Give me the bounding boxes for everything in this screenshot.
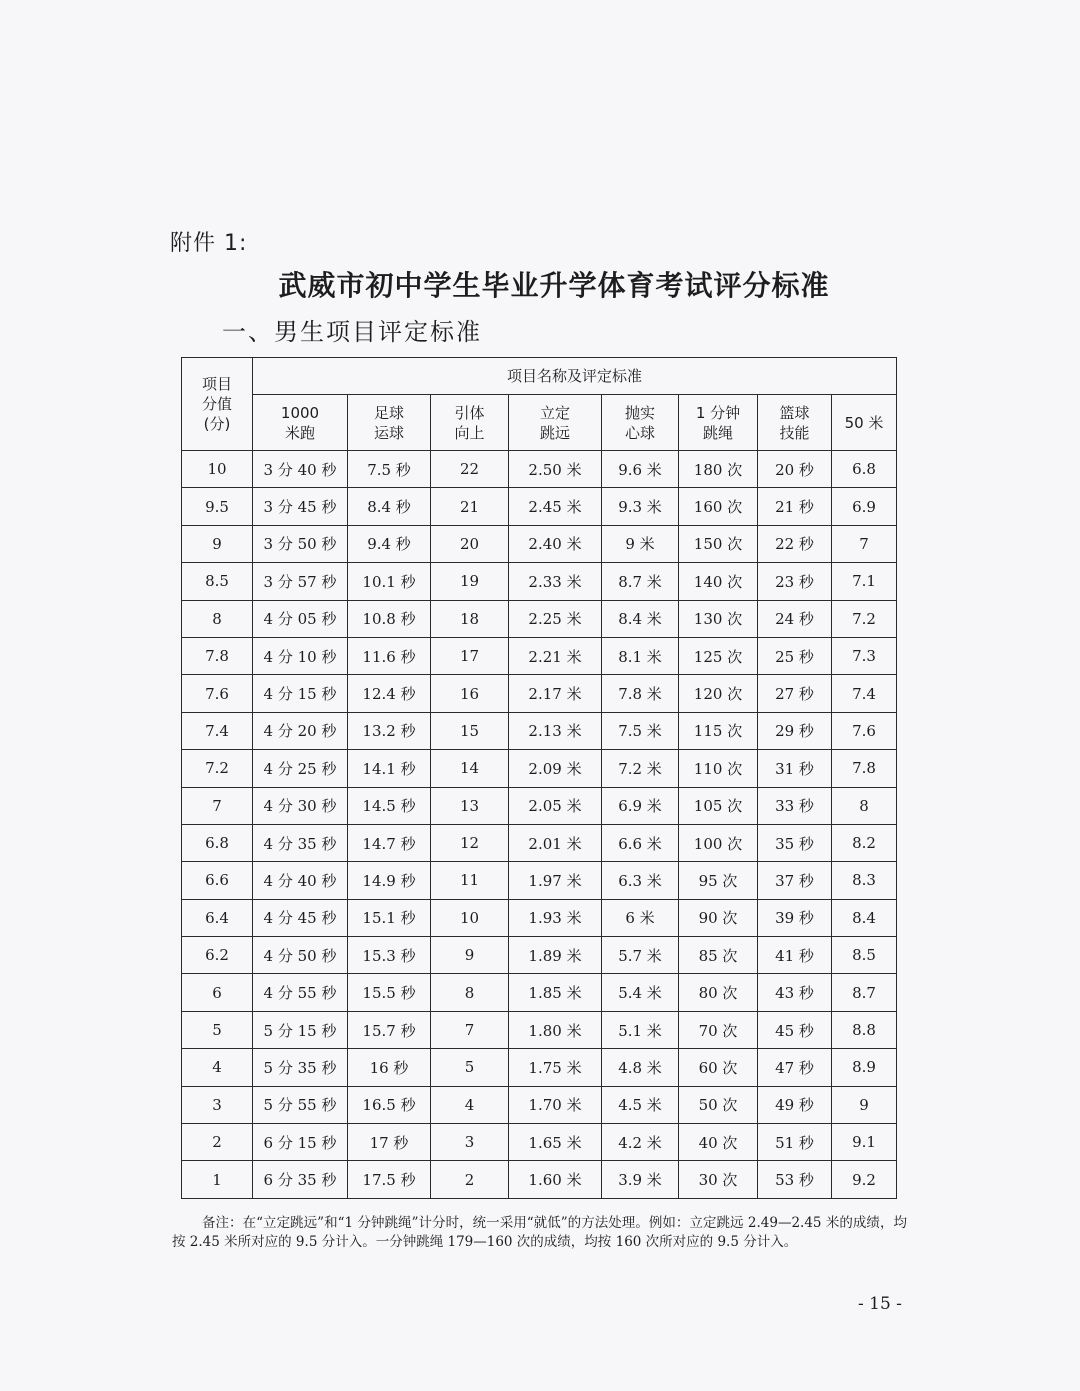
column-header-line: 运球: [373, 423, 404, 442]
standard-cell: 22 秒: [758, 525, 832, 562]
standard-cell: 95 次: [679, 862, 758, 899]
table-row: [182, 862, 897, 899]
standard-cell: 11.6 秒: [348, 637, 431, 674]
standard-cell: 9.1: [832, 1124, 897, 1161]
standard-cell: 5 分 55 秒: [253, 1086, 348, 1123]
standard-cell: 1.89 米: [509, 937, 602, 974]
standard-cell: 7.3: [832, 637, 897, 674]
standard-cell: 17: [431, 637, 509, 674]
standard-cell: 8.3: [832, 862, 897, 899]
standard-cell: 13: [431, 787, 509, 824]
table-row: [182, 1049, 897, 1086]
table-row: [182, 824, 897, 861]
standard-cell: 9: [431, 937, 509, 974]
standard-cell: 3 分 40 秒: [253, 451, 348, 488]
standard-cell: 60 次: [679, 1049, 758, 1086]
table-row: [182, 488, 897, 525]
standard-cell: 1.80 米: [509, 1011, 602, 1048]
standard-cell: 16: [431, 675, 509, 712]
table-row: [182, 451, 897, 488]
standard-cell: 4 分 25 秒: [253, 750, 348, 787]
standard-cell: 15: [431, 712, 509, 749]
table-row: [182, 637, 897, 674]
standard-cell: 6.3 米: [602, 862, 679, 899]
standard-cell: 17 秒: [348, 1124, 431, 1161]
column-header: [832, 395, 897, 451]
standard-cell: 18: [431, 600, 509, 637]
standard-cell: 4 分 10 秒: [253, 637, 348, 674]
standard-cell: 7.5 米: [602, 712, 679, 749]
standard-cell: 4 分 40 秒: [253, 862, 348, 899]
standard-cell: 8: [832, 787, 897, 824]
standard-cell: 8.8: [832, 1011, 897, 1048]
standard-cell: 20 秒: [758, 451, 832, 488]
standard-cell: 25 秒: [758, 637, 832, 674]
standard-cell: 5.4 米: [602, 974, 679, 1011]
standard-cell: 2.21 米: [509, 637, 602, 674]
standard-cell: 43 秒: [758, 974, 832, 1011]
score-cell: 3: [182, 1086, 253, 1123]
standard-cell: 1.75 米: [509, 1049, 602, 1086]
standard-cell: 13.2 秒: [348, 712, 431, 749]
standard-cell: 4 分 45 秒: [253, 899, 348, 936]
standard-cell: 4 分 15 秒: [253, 675, 348, 712]
column-header-line: 技能: [779, 423, 810, 442]
score-cell: 6: [182, 974, 253, 1011]
standard-cell: 5.7 米: [602, 937, 679, 974]
standard-cell: 9.4 秒: [348, 525, 431, 562]
standard-cell: 15.5 秒: [348, 974, 431, 1011]
group-header: 项目名称及评定标准: [253, 358, 897, 395]
table-row: [182, 750, 897, 787]
standard-cell: 2.01 米: [509, 824, 602, 861]
standard-cell: 2.17 米: [509, 675, 602, 712]
table-row: [182, 974, 897, 1011]
column-header-line: 引体: [454, 403, 485, 422]
standard-cell: 10.8 秒: [348, 600, 431, 637]
column-header: [509, 395, 602, 451]
standard-cell: 35 秒: [758, 824, 832, 861]
standard-cell: 8.2: [832, 824, 897, 861]
standard-cell: 1.97 米: [509, 862, 602, 899]
column-header-line: 50 米: [844, 413, 884, 432]
standard-cell: 6.6 米: [602, 824, 679, 861]
standard-cell: 12.4 秒: [348, 675, 431, 712]
standard-cell: 6 分 15 秒: [253, 1124, 348, 1161]
standard-cell: 5 分 35 秒: [253, 1049, 348, 1086]
standard-cell: 6.9 米: [602, 787, 679, 824]
standard-cell: 4.2 米: [602, 1124, 679, 1161]
standard-cell: 14.7 秒: [348, 824, 431, 861]
standard-cell: 4 分 55 秒: [253, 974, 348, 1011]
standard-cell: 12: [431, 824, 509, 861]
column-header-line: 立定: [539, 403, 570, 422]
standard-cell: 130 次: [679, 600, 758, 637]
standard-cell: 9.3 米: [602, 488, 679, 525]
standard-cell: 2.13 米: [509, 712, 602, 749]
standard-cell: 8.7: [832, 974, 897, 1011]
column-header-line: 抛实: [624, 403, 655, 422]
standard-cell: 7: [431, 1011, 509, 1048]
standard-cell: 2.40 米: [509, 525, 602, 562]
standard-cell: 9: [832, 1086, 897, 1123]
table-row: [182, 1124, 897, 1161]
standard-cell: 105 次: [679, 787, 758, 824]
standard-cell: 2.09 米: [509, 750, 602, 787]
standard-cell: 1.65 米: [509, 1124, 602, 1161]
standard-cell: 85 次: [679, 937, 758, 974]
column-header-line: 1000: [280, 403, 320, 422]
score-header-cell: [182, 358, 253, 451]
standard-cell: 50 次: [679, 1086, 758, 1123]
table-row: [182, 1011, 897, 1048]
standard-cell: 29 秒: [758, 712, 832, 749]
standard-cell: 8.4 秒: [348, 488, 431, 525]
column-header: [758, 395, 832, 451]
standard-cell: 7.8: [832, 750, 897, 787]
score-header-line: 分值: [201, 395, 232, 413]
standard-cell: 4.8 米: [602, 1049, 679, 1086]
score-cell: 7.8: [182, 637, 253, 674]
standard-cell: 9.6 米: [602, 451, 679, 488]
standard-cell: 17.5 秒: [348, 1161, 431, 1198]
column-header-line: 1 分钟: [695, 403, 741, 422]
section-heading: 一、男生项目评定标准: [222, 318, 482, 346]
standard-cell: 6 分 35 秒: [253, 1161, 348, 1198]
column-header-line: 篮球: [779, 403, 810, 422]
footnote: 备注：在“立定跳远”和“1 分钟跳绳”计分时，统一采用“就低”的方法处理。例如：立定跳远 2.49—2.45 米的成绩，均按 2.45 米所对应的 9.5 分计入。一分钟跳绳 179—160 次的成绩，均按 160 次所对应的 9.5 分计入。: [172, 1215, 907, 1250]
column-header: [602, 395, 679, 451]
standard-cell: 14.5 秒: [348, 787, 431, 824]
table-row: [182, 712, 897, 749]
standard-cell: 2.33 米: [509, 563, 602, 600]
standard-cell: 31 秒: [758, 750, 832, 787]
standard-cell: 1.60 米: [509, 1161, 602, 1198]
page-number: - 15 -: [858, 1294, 902, 1314]
column-header-line: 米跑: [284, 423, 315, 442]
standard-cell: 21: [431, 488, 509, 525]
standard-cell: 80 次: [679, 974, 758, 1011]
standard-cell: 7.6: [832, 712, 897, 749]
standard-cell: 100 次: [679, 824, 758, 861]
table-row: [182, 600, 897, 637]
standard-cell: 180 次: [679, 451, 758, 488]
score-cell: 8.5: [182, 563, 253, 600]
standard-cell: 39 秒: [758, 899, 832, 936]
standard-cell: 150 次: [679, 525, 758, 562]
standard-cell: 160 次: [679, 488, 758, 525]
table-row: [182, 787, 897, 824]
table-row: [182, 675, 897, 712]
score-cell: 9: [182, 525, 253, 562]
table-row: [182, 937, 897, 974]
document-title: 武威市初中学生毕业升学体育考试评分标准: [278, 269, 830, 302]
score-cell: 5: [182, 1011, 253, 1048]
standard-cell: 2.45 米: [509, 488, 602, 525]
standard-cell: 19: [431, 563, 509, 600]
standard-cell: 7.8 米: [602, 675, 679, 712]
standard-cell: 14: [431, 750, 509, 787]
standard-cell: 2.50 米: [509, 451, 602, 488]
standard-cell: 1.85 米: [509, 974, 602, 1011]
column-header: [348, 395, 431, 451]
standard-cell: 125 次: [679, 637, 758, 674]
standard-cell: 15.1 秒: [348, 899, 431, 936]
standard-cell: 6 米: [602, 899, 679, 936]
score-cell: 4: [182, 1049, 253, 1086]
standard-cell: 5: [431, 1049, 509, 1086]
standard-cell: 7.2: [832, 600, 897, 637]
standard-cell: 7: [832, 525, 897, 562]
score-header-line: 项目: [201, 375, 232, 393]
standard-cell: 15.7 秒: [348, 1011, 431, 1048]
standard-cell: 4 分 20 秒: [253, 712, 348, 749]
standard-cell: 49 秒: [758, 1086, 832, 1123]
standard-cell: 6.9: [832, 488, 897, 525]
table-row: [182, 525, 897, 562]
standard-cell: 90 次: [679, 899, 758, 936]
standard-cell: 4: [431, 1086, 509, 1123]
score-cell: 9.5: [182, 488, 253, 525]
standard-cell: 16.5 秒: [348, 1086, 431, 1123]
standard-cell: 3 分 50 秒: [253, 525, 348, 562]
score-cell: 7.4: [182, 712, 253, 749]
standard-cell: 14.9 秒: [348, 862, 431, 899]
score-cell: 6.4: [182, 899, 253, 936]
column-header: [679, 395, 758, 451]
standard-cell: 4 分 50 秒: [253, 937, 348, 974]
standard-cell: 11: [431, 862, 509, 899]
standard-cell: 2: [431, 1161, 509, 1198]
standard-cell: 23 秒: [758, 563, 832, 600]
score-cell: 6.2: [182, 937, 253, 974]
standard-cell: 8.7 米: [602, 563, 679, 600]
score-cell: 7: [182, 787, 253, 824]
standard-cell: 1.70 米: [509, 1086, 602, 1123]
standard-cell: 7.2 米: [602, 750, 679, 787]
standard-cell: 3: [431, 1124, 509, 1161]
standard-cell: 16 秒: [348, 1049, 431, 1086]
standard-cell: 47 秒: [758, 1049, 832, 1086]
column-header-line: 心球: [624, 423, 655, 442]
standard-cell: 33 秒: [758, 787, 832, 824]
standard-cell: 51 秒: [758, 1124, 832, 1161]
standard-cell: 4 分 05 秒: [253, 600, 348, 637]
standard-cell: 22: [431, 451, 509, 488]
table-row: [182, 563, 897, 600]
column-header: [431, 395, 509, 451]
standard-cell: 115 次: [679, 712, 758, 749]
standard-cell: 3 分 57 秒: [253, 563, 348, 600]
column-header-line: 足球: [373, 403, 404, 422]
score-cell: 10: [182, 451, 253, 488]
score-cell: 6.8: [182, 824, 253, 861]
standard-cell: 7.1: [832, 563, 897, 600]
table-row: [182, 899, 897, 936]
standard-cell: 15.3 秒: [348, 937, 431, 974]
column-header-line: 跳绳: [702, 423, 733, 442]
standard-cell: 8: [431, 974, 509, 1011]
standard-cell: 9.2: [832, 1161, 897, 1198]
standard-cell: 53 秒: [758, 1161, 832, 1198]
standard-cell: 40 次: [679, 1124, 758, 1161]
standard-cell: 4 分 35 秒: [253, 824, 348, 861]
column-header-line: 跳远: [539, 423, 570, 442]
standard-cell: 70 次: [679, 1011, 758, 1048]
standard-cell: 8.9: [832, 1049, 897, 1086]
standard-cell: 8.4 米: [602, 600, 679, 637]
standard-cell: 21 秒: [758, 488, 832, 525]
standard-cell: 27 秒: [758, 675, 832, 712]
standard-cell: 41 秒: [758, 937, 832, 974]
standard-cell: 2.25 米: [509, 600, 602, 637]
standard-cell: 8.4: [832, 899, 897, 936]
standard-cell: 4.5 米: [602, 1086, 679, 1123]
standard-cell: 4 分 30 秒: [253, 787, 348, 824]
standard-cell: 3.9 米: [602, 1161, 679, 1198]
standard-cell: 5 分 15 秒: [253, 1011, 348, 1048]
score-header-line: (分): [203, 415, 231, 433]
standard-cell: 20: [431, 525, 509, 562]
table-row: [182, 1086, 897, 1123]
standard-cell: 10.1 秒: [348, 563, 431, 600]
standard-cell: 8.5: [832, 937, 897, 974]
table-row: [182, 1161, 897, 1198]
standard-cell: 45 秒: [758, 1011, 832, 1048]
standard-cell: 14.1 秒: [348, 750, 431, 787]
standard-cell: 37 秒: [758, 862, 832, 899]
standard-cell: 2.05 米: [509, 787, 602, 824]
standard-cell: 120 次: [679, 675, 758, 712]
standard-cell: 5.1 米: [602, 1011, 679, 1048]
standard-cell: 3 分 45 秒: [253, 488, 348, 525]
standard-cell: 110 次: [679, 750, 758, 787]
score-cell: 1: [182, 1161, 253, 1198]
standard-cell: 24 秒: [758, 600, 832, 637]
standard-cell: 9 米: [602, 525, 679, 562]
standard-cell: 6.8: [832, 451, 897, 488]
scoring-table: [181, 357, 897, 1199]
standard-cell: 140 次: [679, 563, 758, 600]
score-cell: 8: [182, 600, 253, 637]
standard-cell: 7.4: [832, 675, 897, 712]
standard-cell: 1.93 米: [509, 899, 602, 936]
column-header-line: 向上: [454, 423, 485, 442]
attachment-label: 附件 1:: [170, 231, 248, 256]
score-cell: 2: [182, 1124, 253, 1161]
standard-cell: 7.5 秒: [348, 451, 431, 488]
standard-cell: 8.1 米: [602, 637, 679, 674]
score-cell: 7.6: [182, 675, 253, 712]
standard-cell: 30 次: [679, 1161, 758, 1198]
score-cell: 7.2: [182, 750, 253, 787]
score-cell: 6.6: [182, 862, 253, 899]
standard-cell: 10: [431, 899, 509, 936]
column-header: [253, 395, 348, 451]
